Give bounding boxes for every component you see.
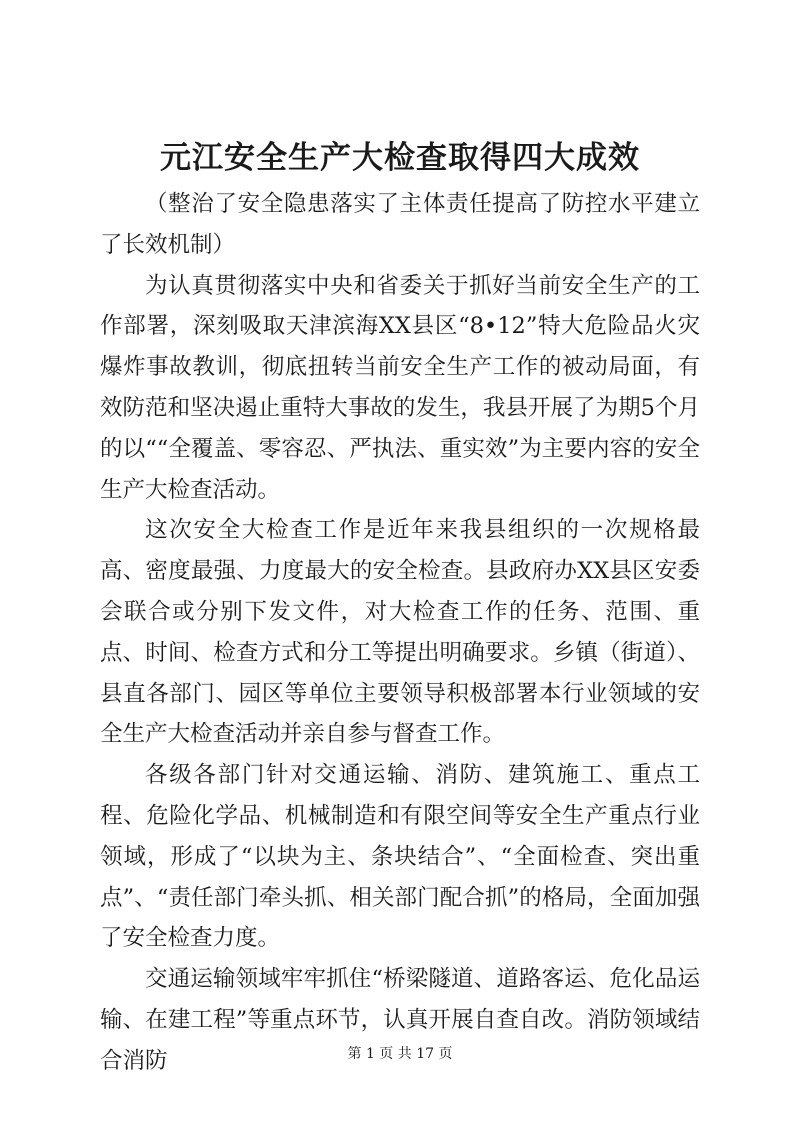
document-body bbox=[100, 184, 700, 1082]
body-paragraph: 为认真贯彻落实中央和省委关于抓好当前安全生产的工作部署，深刻吸取天津滨海XX县区“8•12”特大危险品火灾爆炸事故教训，彻底扭转当前安全生产工作的被动局面，有效防范和坚决遏止重特大事故的发生，我县开展了为期5个月的以““全覆盖、零容忍、严执法、重实效”为主要内容的安全生产大检查活动。 bbox=[100, 272, 700, 503]
document-title: 元江安全生产大检查取得四大成效 bbox=[160, 140, 640, 176]
page-number-footer: 第 1 页 共 17 页 bbox=[347, 1046, 453, 1062]
subtitle-paragraph: （整治了安全隐患落实了主体责任提高了防控水平建立了长效机制） bbox=[100, 191, 700, 258]
body-paragraph: 各级各部门针对交通运输、消防、建筑施工、重点工程、危险化学品、机械制造和有限空间等安全生产重点行业领域，形成了“以块为主、条块结合”、“全面检查、突出重点”、“责任部门牵头抓、相关部门配合抓”的格局，全面加强了安全检查力度。 bbox=[100, 762, 700, 952]
body-paragraph: 交通运输领域牢牢抓住“桥梁隧道、道路客运、危化品运输、在建工程”等重点环节，认真开展自查自改。消防领域结合消防 bbox=[100, 966, 700, 1074]
body-paragraph: 这次安全大检查工作是近年来我县组织的一次规格最高、密度最强、力度最大的安全检查。县政府办XX县区安委会联合或分别下发文件，对大检查工作的任务、范围、重点、时间、检查方式和分工等提出明确要求。乡镇（街道）、县直各部门、园区等单位主要领导积极部署本行业领域的安全生产大检查活动并亲自参与督查工作。 bbox=[100, 517, 700, 748]
